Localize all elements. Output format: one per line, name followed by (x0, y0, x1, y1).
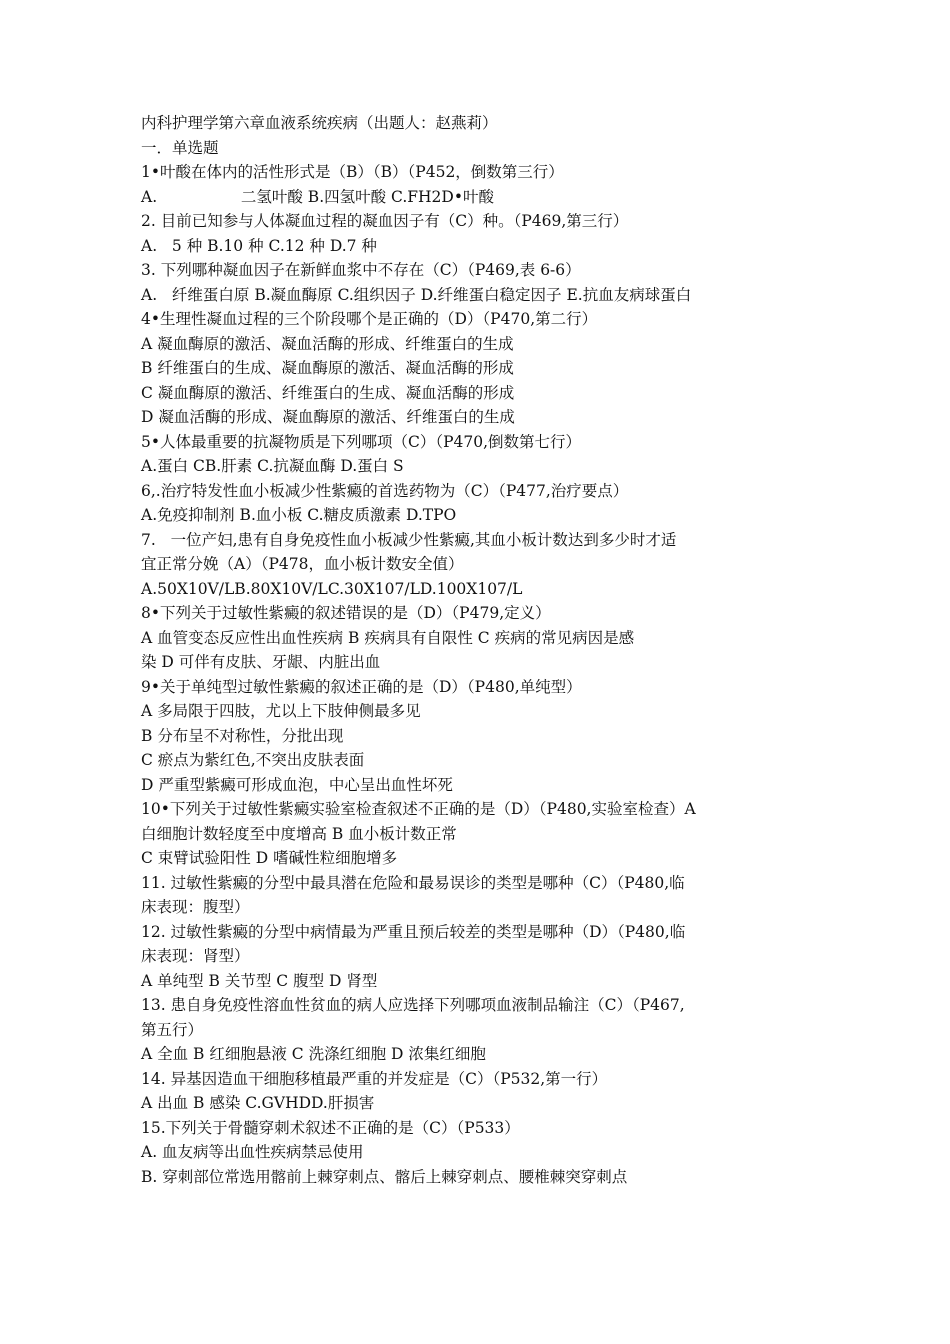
text-line: C 凝血酶原的激活、纤维蛋白的生成、凝血活酶的形成 (141, 383, 515, 402)
text-line: A 血管变态反应性出血性疾病 B 疾病具有自限性 C 疾病的常见病因是感 (141, 628, 635, 647)
text-line: 1•叶酸在体内的活性形式是（B）（B）（P452，倒数第三行） (141, 163, 564, 181)
text-line: A. 5 种 B.10 种 C.12 种 D.7 种 (141, 236, 377, 255)
text-line: 4•生理性凝血过程的三个阶段哪个是正确的（D）（P470,第二行） (141, 310, 598, 328)
text-line: 3. 下列哪种凝血因子在新鲜血浆中不存在（C）（P469,表 6-6） (141, 261, 581, 279)
text-line: 9•关于单纯型过敏性紫癜的叙述正确的是（D）（P480,单纯型） (141, 677, 582, 696)
text-line: 15.下列关于骨髓穿刺术叙述不正确的是（C）（P533） (141, 1118, 520, 1137)
text-line: B 纤维蛋白的生成、凝血酶原的激活、凝血活酶的形成 (141, 359, 514, 377)
text-line: 第五行） (141, 1020, 204, 1039)
text-line: B. 穿刺部位常选用髂前上棘穿刺点、髂后上棘穿刺点、腰椎棘突穿刺点 (141, 1167, 628, 1186)
document-page (141, 111, 821, 1189)
text-line: 宜正常分娩（A）（P478，血小板计数安全值） (141, 555, 464, 573)
text-line: 床表现：肾型） (141, 947, 250, 965)
text-line: 11. 过敏性紫癜的分型中最具潜在危险和最易误诊的类型是哪种（C）（P480,临 (141, 873, 685, 892)
text-line: A.免疫抑制剂 B.血小板 C.糖皮质激素 D.TPO (141, 506, 457, 524)
text-line: C 束臂试验阳性 D 嗜碱性粒细胞增多 (141, 849, 398, 867)
text-line: C 瘀点为紫红色,不突出皮肤表面 (141, 751, 365, 769)
text-line: 8•下列关于过敏性紫癜的叙述错误的是（D）（P479,定义） (141, 604, 551, 622)
text-line: A. 二氢叶酸 B.四氢叶酸 C.FH2D•叶酸 (141, 187, 494, 206)
text-line: 一．单选题 (141, 138, 219, 157)
text-line: 12. 过敏性紫癜的分型中病情最为严重且预后较差的类型是哪种（D）（P480,临 (141, 922, 686, 941)
text-line: 白细胞计数轻度至中度增高 B 血小板计数正常 (141, 824, 457, 843)
text-line: A 凝血酶原的激活、凝血活酶的形成、纤维蛋白的生成 (141, 334, 514, 353)
text-line: 6,.治疗特发性血小板减少性紫癜的首选药物为（C）（P477,治疗要点） (141, 481, 629, 500)
document-title: 内科护理学第六章血液系统疾病（出题人：赵燕莉） (141, 114, 498, 132)
text-line: A. 纤维蛋白原 B.凝血酶原 C.组织因子 D.纤维蛋白稳定因子 E.抗血友病球蛋白 (141, 285, 692, 304)
text-line: A.蛋白 CB.肝素 C.抗凝血酶 D.蛋白 S (141, 457, 404, 475)
text-line: A.50X10V/LB.80X10V/LC.30X107/LD.100X107/L (141, 579, 523, 598)
text-line: A 单纯型 B 关节型 C 腹型 D 肾型 (141, 971, 378, 990)
text-line: 14. 异基因造血干细胞移植最严重的并发症是（C）（P532,第一行） (141, 1069, 608, 1088)
text-line: D 严重型紫癜可形成血泡，中心呈出血性坏死 (141, 775, 453, 794)
text-line: 5•人体最重要的抗凝物质是下列哪项（C）（P470,倒数第七行） (141, 432, 582, 451)
text-line: A. 血友病等出血性疾病禁忌使用 (141, 1143, 364, 1161)
text-line: A 全血 B 红细胞悬液 C 洗涤红细胞 D 浓集红细胞 (141, 1045, 486, 1063)
text-line: A 出血 B 感染 C.GVHDD.肝损害 (141, 1094, 375, 1112)
text-line: D 凝血活酶的形成、凝血酶原的激活、纤维蛋白的生成 (141, 408, 515, 426)
text-line: 染 D 可伴有皮肤、牙龈、内脏出血 (141, 653, 381, 671)
text-line: 10•下列关于过敏性紫癜实验室检查叙述不正确的是（D）（P480,实验室检查）A (141, 800, 696, 818)
text-line: A 多局限于四肢，尤以上下肢伸侧最多见 (141, 702, 421, 720)
text-line: 床表现：腹型） (141, 898, 250, 916)
text-line: 13. 患自身免疫性溶血性贫血的病人应选择下列哪项血液制品输注（C）（P467, (141, 996, 685, 1014)
text-line: 2. 目前已知参与人体凝血过程的凝血因子有（C）种。（P469,第三行） (141, 212, 629, 230)
text-line: B 分布呈不对称性，分批出现 (141, 726, 344, 745)
text-line: 7. 一位产妇,患有自身免疫性血小板减少性紫癜,其血小板计数达到多少时才适 (141, 530, 677, 549)
